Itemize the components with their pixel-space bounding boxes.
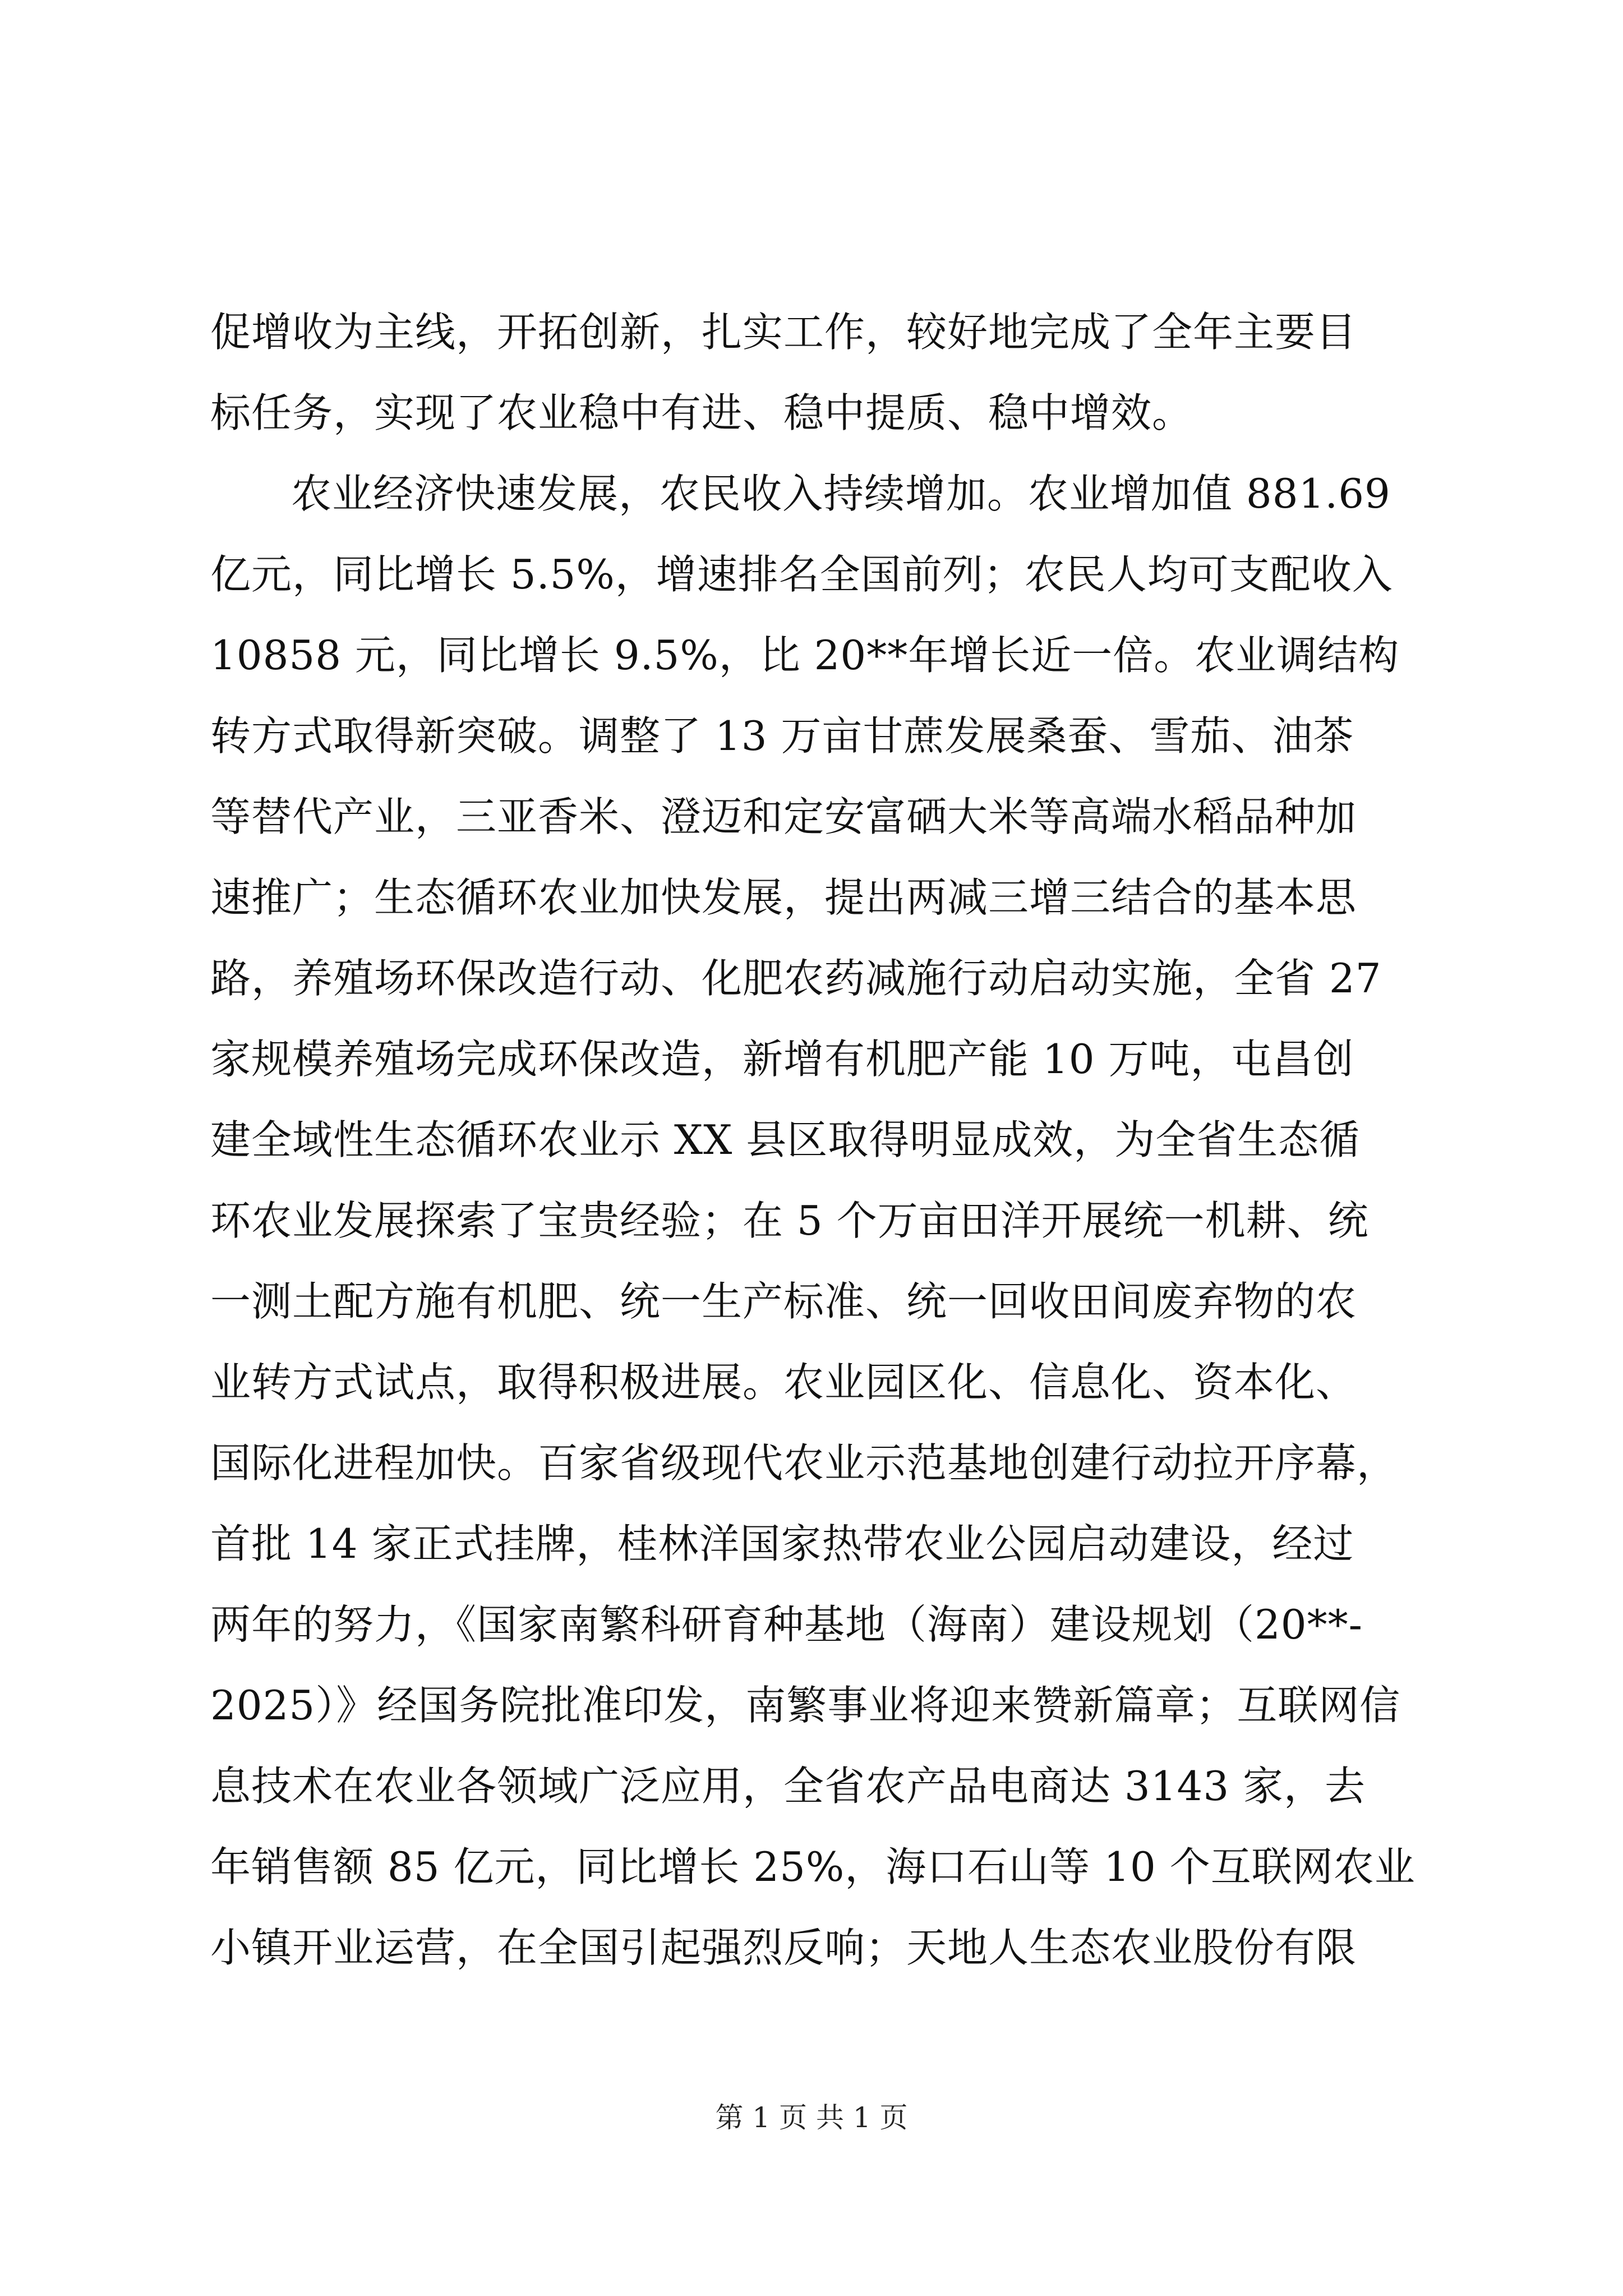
body-text (210, 292, 1416, 1988)
text-line: 亿元，同比增长 5.5%，增速排名全国前列；农民人均可支配收入 (210, 551, 1393, 598)
text-line: 促增收为主线，开拓创新，扎实工作，较好地完成了全年主要目 (210, 309, 1357, 356)
text-line: 标任务，实现了农业稳中有进、稳中提质、稳中增效。 (210, 389, 1193, 436)
text-line: 路，养殖场环保改造行动、化肥农药减施行动启动实施，全省 27 (210, 955, 1382, 1002)
text-line: 首批 14 家正式挂牌，桂林洋国家热带农业公园启动建设，经过 (210, 1520, 1354, 1567)
text-line: 国际化进程加快。百家省级现代农业示范基地创建行动拉开序幕， (210, 1439, 1398, 1487)
text-line: 息技术在农业各领域广泛应用，全省农产品电商达 3143 家，去 (210, 1763, 1366, 1810)
page-number-footer: 第 1 页 共 1 页 (715, 2101, 908, 2134)
text-line: 业转方式试点，取得积极进展。农业园区化、信息化、资本化、 (210, 1359, 1357, 1406)
text-line: 家规模养殖场完成环保改造，新增有机肥产能 10 万吨，屯昌创 (210, 1036, 1354, 1083)
text-line: 年销售额 85 亿元，同比增长 25%，海口石山等 10 个互联网农业 (210, 1843, 1415, 1890)
text-line: 等替代产业，三亚香米、澄迈和定安富硒大米等高端水稻品种加 (210, 793, 1357, 840)
text-line: 速推广；生态循环农业加快发展，提出两减三增三结合的基本思 (210, 874, 1357, 921)
text-line: 建全域性生态循环农业示 XX 县区取得明显成效，为全省生态循 (210, 1116, 1361, 1163)
text-line: 环农业发展探索了宝贵经验；在 5 个万亩田洋开展统一机耕、统 (210, 1197, 1369, 1244)
text-line: 10858 元，同比增长 9.5%，比 20**年增长近一倍。农业调结构 (210, 632, 1400, 679)
text-line: 两年的努力，《国家南繁科研育种基地（海南）建设规划（20**- (210, 1601, 1363, 1648)
text-line: 转方式取得新突破。调整了 13 万亩甘蔗发展桑蚕、雪茄、油茶 (210, 712, 1354, 760)
text-line: 一测土配方施有机肥、统一生产标准、统一回收田间废弃物的农 (210, 1278, 1357, 1325)
paragraph-start-line: 农业经济快速发展，农民收入持续增加。农业增加值 881.69 (291, 470, 1391, 517)
text-line: 小镇开业运营，在全国引起强烈反响；天地人生态农业股份有限 (210, 1924, 1357, 1971)
text-line: 2025）》经国务院批准印发，南繁事业将迎来赞新篇章；互联网信 (210, 1682, 1401, 1729)
